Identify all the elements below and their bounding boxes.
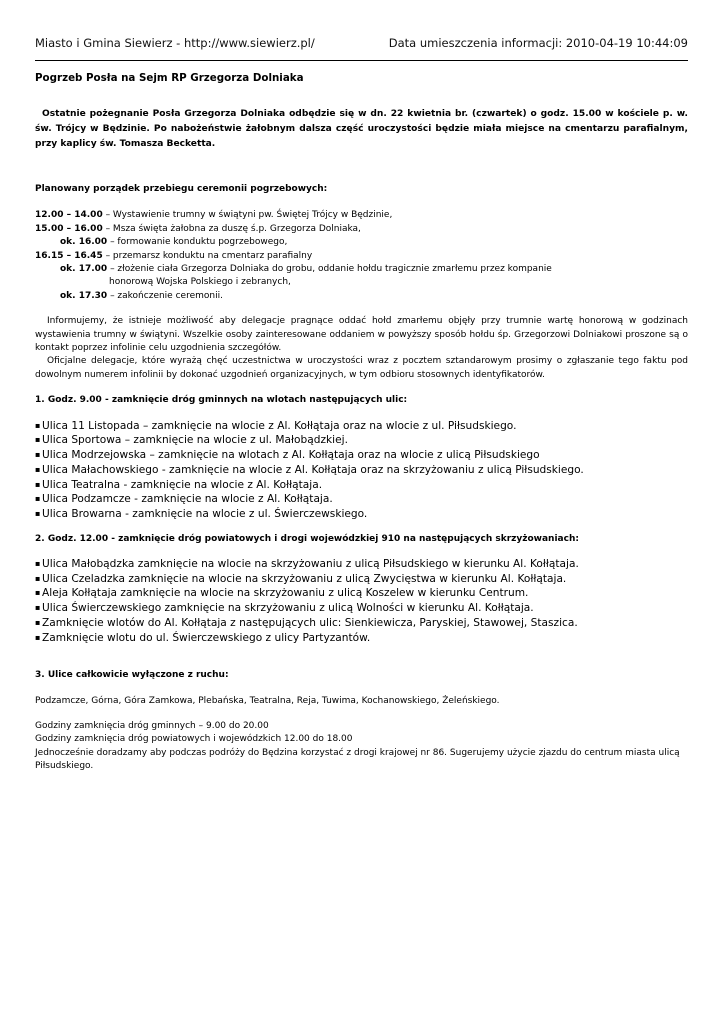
list-item: ▪ Zamknięcie wlotu do ul. Świerczewskiego z ulicy Partyzantów. [35, 631, 688, 646]
schedule-item: ok. 17.30 – zakończenie ceremonii. [60, 290, 223, 301]
list-item: ▪ Ulica Sportowa – zamknięcie na wlocie z ul. Małobądzkiej. [35, 433, 688, 448]
list-item: ▪ Ulica 11 Listopada – zamknięcie na wlocie z Al. Kołłątaja oraz na wlocie z ul. Piłsudskiego. [35, 419, 688, 434]
schedule-list [35, 209, 688, 303]
schedule-item: 16.15 – 16.45 – przemarsz konduktu na cmentarz parafialny [35, 250, 313, 261]
schedule-heading: Planowany porządek przebiegu ceremonii pogrzebowych: [35, 184, 328, 194]
schedule-item: ok. 17.00 – złożenie ciała Grzegorza Dolniaka do grobu, oddanie hołdu tragicznie zmarłemu przez kompanie [60, 264, 552, 275]
list-item: ▪ Ulica Małobądzka zamknięcie na wlocie na skrzyżowaniu z ulicą Piłsudskiego w kierunku Al. Kołłątaja. [35, 557, 688, 572]
header-divider [35, 60, 688, 61]
section-2-heading: 2. Godz. 12.00 - zamknięcie dróg powiatowych i drogi wojewódzkiej 910 na następujących skrzyżowaniach: [35, 533, 579, 544]
list-item: ▪ Ulica Czeladzka zamknięcie na wlocie na skrzyżowaniu z ulicą Zwycięstwa w kierunku Al. Kołłątaja. [35, 572, 688, 587]
lead-paragraph: Ostatnie pożegnanie Posła Grzegorza Dolniaka odbędzie się w dn. 22 kwietnia br. (czwartek) o godz. 15.00 w kościele p. w. św. Trójcy w Będzinie. Po nabożeństwie żałobnym dalsza część uroczystości będzie miała miejsce na cmentarzu parafialnym, przy kaplicy św. Tomasza Becketta. [35, 109, 688, 149]
list-item: ▪ Aleja Kołłątaja zamknięcie na wlocie na skrzyżowaniu z ulicą Koszelew w kierunku Centrum. [35, 586, 688, 601]
section-3-heading: 3. Ulice całkowicie wyłączone z ruchu: [35, 670, 229, 681]
schedule-item: ok. 16.00 – formowanie konduktu pogrzebowego, [60, 237, 288, 248]
info-paragraph-official: Oficjalne delegacje, które wyrażą chęć uczestnictwa w uroczystości wraz z pocztem sztandarowym prosimy o zgłaszanie tego faktu pod dowolnym numerem infolinii by dokonać uzgodnień organizacyjnych, w tym odbioru stosownych identyfikatorów. [35, 356, 688, 380]
list-item: ▪ Ulica Małachowskiego - zamknięcie na wlocie z Al. Kołłątaja oraz na skrzyżowaniu z ulicą Piłsudskiego. [35, 463, 688, 478]
closed-streets-list: Podzamcze, Górna, Góra Zamkowa, Plebańska, Teatralna, Reja, Tuwima, Kochanowskiego, Żeleńskiego. [35, 695, 500, 706]
schedule-item-continuation: honorową Wojska Polskiego i zebranych, [109, 277, 291, 288]
list-item: ▪ Ulica Browarna - zamknięcie na wlocie z ul. Świerczewskiego. [35, 507, 688, 522]
site-name: Miasto i Gmina Siewierz - http://www.siewierz.pl/ [35, 36, 315, 50]
schedule-item: 12.00 – 14.00 – Wystawienie trumny w świątyni pw. Świętej Trójcy w Będzinie, [35, 210, 393, 221]
section-2-list [35, 557, 688, 645]
travel-advice: Jednocześnie doradzamy aby podczas podróży do Będzina korzystać z drogi krajowej nr 86. Sugerujemy użycie zjazdu do centrum miasta ulicą Piłsudskiego. [35, 747, 680, 772]
hours-county-roads: Godziny zamknięcia dróg powiatowych i wojewódzkich 12.00 do 18.00 [35, 734, 353, 745]
list-item: ▪ Ulica Podzamcze - zamknięcie na wlocie z Al. Kołłątaja. [35, 492, 688, 507]
section-1-heading: 1. Godz. 9.00 - zamknięcie dróg gminnych na wlotach następujących ulic: [35, 395, 408, 406]
list-item: ▪ Ulica Świerczewskiego zamknięcie na skrzyżowaniu z ulicą Wolności w kierunku Al. Kołłątaja. [35, 601, 688, 616]
hours-local-roads: Godziny zamknięcia dróg gminnych – 9.00 do 20.00 [35, 721, 269, 732]
article-title: Pogrzeb Posła na Sejm RP Grzegorza Dolniaka [35, 72, 304, 84]
list-item: ▪ Ulica Teatralna - zamknięcie na wlocie z Al. Kołłątaja. [35, 478, 688, 493]
list-item: ▪ Ulica Modrzejowska – zamknięcie na wlotach z Al. Kołłątaja oraz na wlocie z ulicą Piłsudskiego [35, 448, 688, 463]
schedule-item: 15.00 – 16.00 – Msza święta żałobna za duszę ś.p. Grzegorza Dolniaka, [35, 223, 361, 234]
page-header [35, 36, 688, 50]
article [35, 70, 688, 774]
publish-date: Data umieszczenia informacji: 2010-04-19 10:44:09 [388, 36, 688, 50]
list-item: ▪ Zamknięcie wlotów do Al. Kołłątaja z następujących ulic: Sienkiewicza, Paryskiej, Stawowej, Staszica. [35, 616, 688, 631]
section-1-list [35, 419, 688, 522]
info-paragraph-delegations: Informujemy, że istnieje możliwość aby delegacje pragnące oddać hołd zmarłemu objęły przy trumnie wartę honorową w godzinach wystawienia trumny w świątyni. Wszelkie osoby zainteresowane oddaniem w powyższy sposób hołdu śp. Grzegorzowi Dolniakowi proszone są o kontakt poprzez infolinie celu uzgodnienia szczegółów. [35, 316, 688, 354]
